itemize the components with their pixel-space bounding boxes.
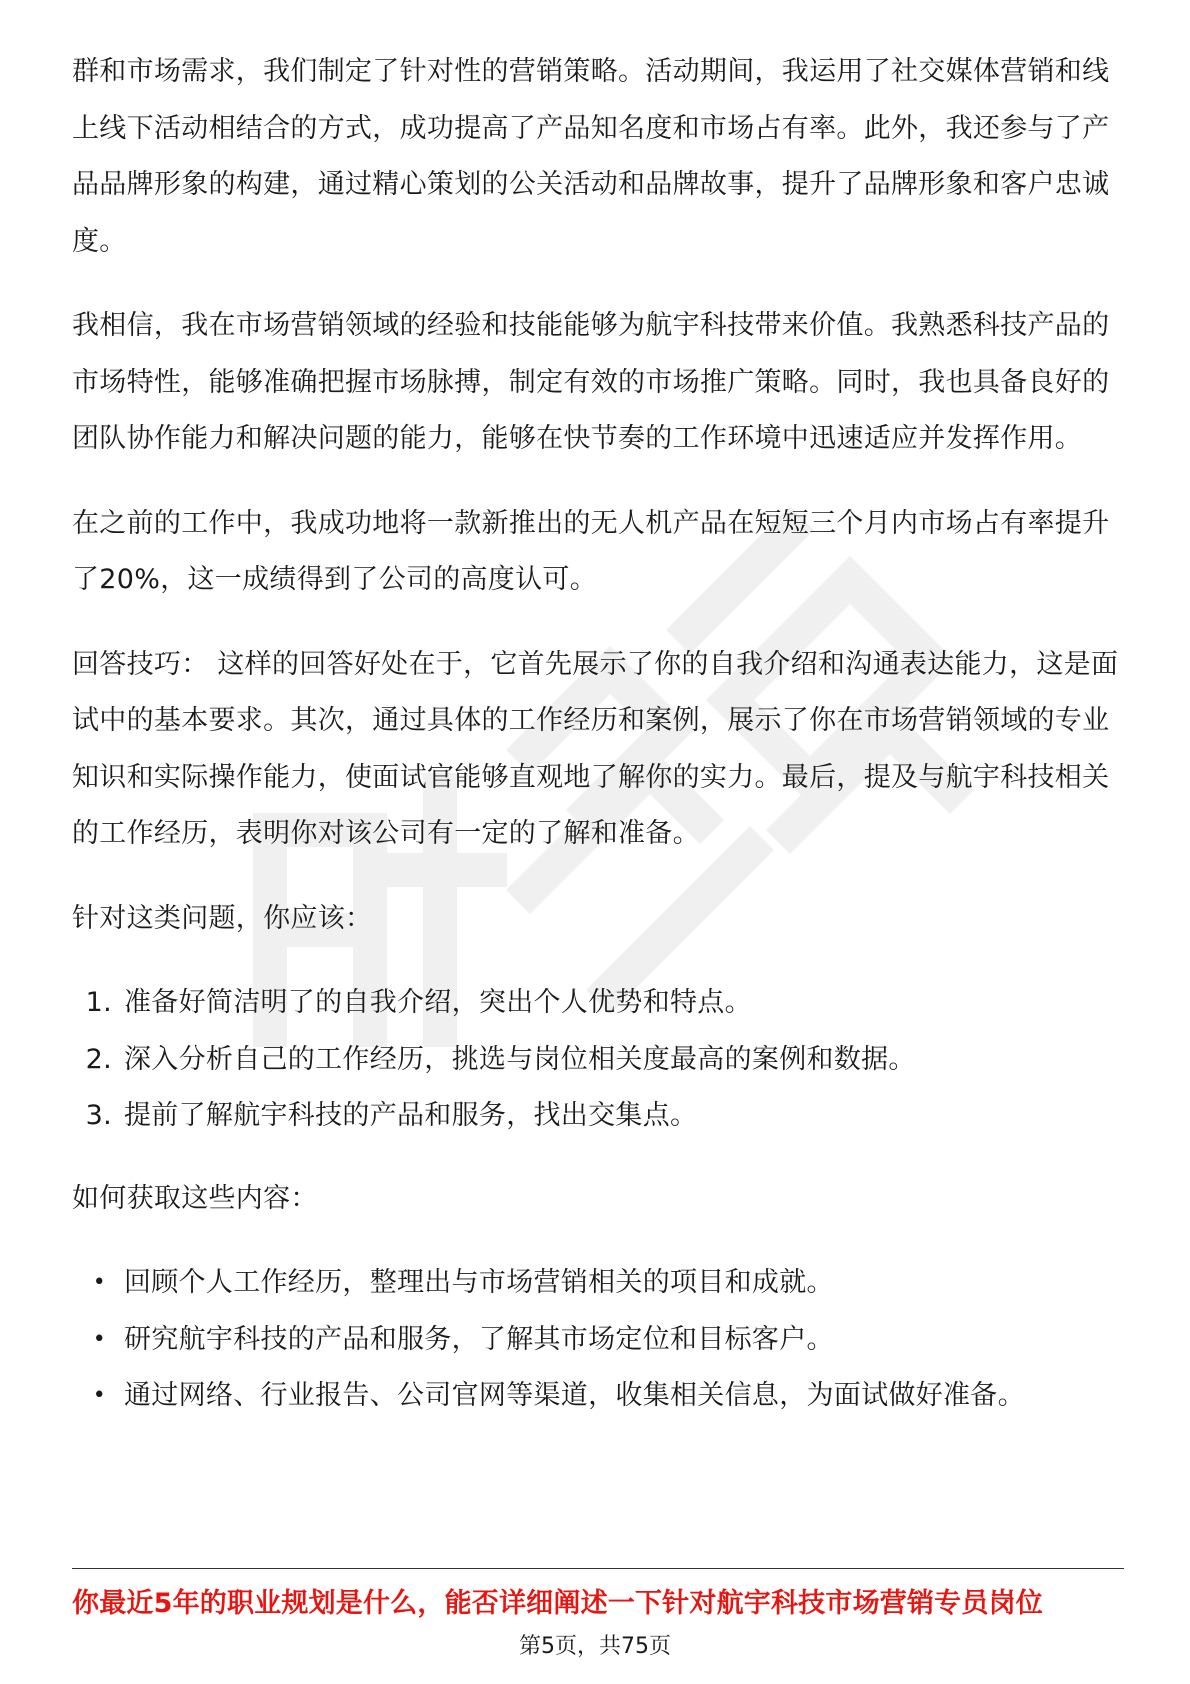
paragraph-how-to-heading: 如何获取这些内容：	[72, 1182, 318, 1214]
list-item	[72, 1088, 1122, 1145]
list-item-text: 通过网络、行业报告、公司官网等渠道，收集相关信息，为面试做好准备。	[124, 1380, 1025, 1411]
bullet-icon: •	[92, 1326, 106, 1352]
list-item	[72, 1032, 1122, 1089]
paragraph-answer-tips: 回答技巧： 这样的回答好处在于，它首先展示了你的自我介绍和沟通表达能力，这是面试中的基本要求。其次，通过具体的工作经历和案例，展示了你在市场营销领域的专业知识和实际操作能力，使面试官能够直观地了解你的实力。最后，提及与航宇科技相关的工作经历，表明你对该公司有一定的了解和准备。	[72, 648, 1119, 849]
list-item	[72, 975, 1122, 1032]
list-item-text: 研究航宇科技的产品和服务，了解其市场定位和目标客户。	[124, 1323, 834, 1355]
list-number: 2.	[85, 1043, 112, 1075]
paragraph-marketing-strategy: 群和市场需求，我们制定了针对性的营销策略。活动期间，我运用了社交媒体营销和线上线下活动相结合的方式，成功提高了产品知名度和市场占有率。此外，我还参与了产品品牌形象的构建，通过精心策划的公关活动和品牌故事，提升了品牌形象和客户忠诚度。	[72, 56, 1110, 257]
document-body	[72, 44, 1122, 1451]
list-item-text: 提前了解航宇科技的产品和服务，找出交集点。	[124, 1100, 698, 1131]
list-item-text: 回顾个人工作经历，整理出与市场营销相关的项目和成就。	[124, 1267, 834, 1298]
list-item-text: 准备好简洁明了的自我介绍，突出个人优势和特点。	[124, 987, 752, 1018]
footer-divider	[72, 1568, 1124, 1569]
page-number: 第5页，共75页	[519, 1634, 671, 1659]
paragraph-achievement: 在之前的工作中，我成功地将一款新推出的无人机产品在短短三个月内市场占有率提升了20%，这一成绩得到了公司的高度认可。	[72, 507, 1110, 595]
list-item	[72, 1255, 1122, 1312]
paragraph-value-statement: 我相信，我在市场营销领域的经验和技能能够为航宇科技带来价值。我熟悉科技产品的市场特性，能够准确把握市场脉搏，制定有效的市场推广策略。同时，我也具备良好的团队协作能力和解决问题的能力，能够在快节奏的工作环境中迅速适应并发挥作用。	[72, 310, 1110, 454]
list-number: 3.	[85, 1100, 112, 1131]
footer-question-title: 你最近5年的职业规划是什么，能否详细阐述一下针对航宇科技市场营销专员岗位	[72, 1588, 1043, 1619]
list-number: 1.	[85, 987, 112, 1018]
bullet-icon: •	[92, 1383, 106, 1408]
list-item	[72, 1368, 1122, 1425]
numbered-advice-list	[72, 975, 1122, 1145]
list-item	[72, 1312, 1122, 1369]
bullet-icon: •	[92, 1270, 106, 1295]
bullet-advice-list	[72, 1255, 1122, 1425]
paragraph-advice-heading: 针对这类问题，你应该：	[72, 902, 373, 934]
list-item-text: 深入分析自己的工作经历，挑选与岗位相关度最高的案例和数据。	[124, 1043, 916, 1075]
